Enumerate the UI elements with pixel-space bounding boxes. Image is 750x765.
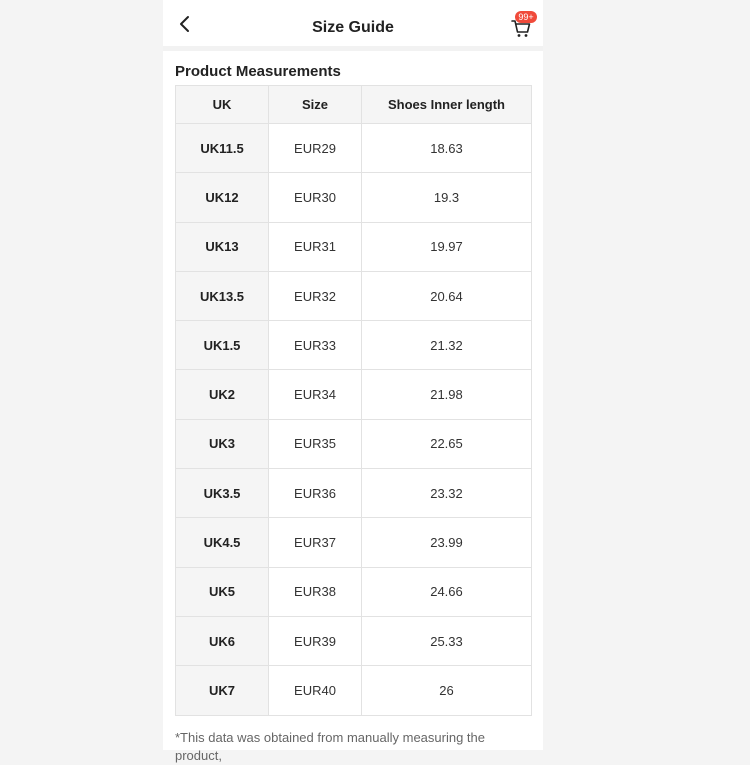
page-title: Size Guide [312,19,394,36]
uk-size-cell: UK3.5 [176,469,269,518]
eur-size-cell: EUR31 [269,222,362,271]
table-row [176,222,532,271]
size-guide-content [163,51,543,763]
uk-size-cell: UK13 [176,222,269,271]
column-header-size: Size [269,86,362,124]
table-row [176,567,532,616]
cart-count-badge: 99+ [515,11,537,23]
table-row [176,321,532,370]
inner-length-cell: 22.65 [362,419,532,468]
inner-length-cell: 26 [362,666,532,715]
inner-length-cell: 21.98 [362,370,532,419]
inner-length-cell: 18.63 [362,124,532,173]
eur-size-cell: EUR36 [269,469,362,518]
inner-length-cell: 20.64 [362,271,532,320]
measurements-table [175,85,532,716]
uk-size-cell: UK1.5 [176,321,269,370]
column-header-inner-length: Shoes Inner length [362,86,532,124]
uk-size-cell: UK4.5 [176,518,269,567]
table-row [176,518,532,567]
uk-size-cell: UK12 [176,173,269,222]
uk-size-cell: UK11.5 [176,124,269,173]
inner-length-cell: 19.3 [362,173,532,222]
table-row [176,469,532,518]
table-row [176,173,532,222]
table-row [176,124,532,173]
eur-size-cell: EUR37 [269,518,362,567]
section-title: Product Measurements [175,63,341,80]
table-row [176,419,532,468]
uk-size-cell: UK2 [176,370,269,419]
inner-length-cell: 24.66 [362,567,532,616]
eur-size-cell: EUR30 [269,173,362,222]
inner-length-cell: 21.32 [362,321,532,370]
measurement-footnote: *This data was obtained from manually measuring the product, [175,730,485,763]
uk-size-cell: UK5 [176,567,269,616]
eur-size-cell: EUR38 [269,567,362,616]
eur-size-cell: EUR29 [269,124,362,173]
uk-size-cell: UK3 [176,419,269,468]
top-bar [163,0,543,46]
uk-size-cell: UK6 [176,616,269,665]
inner-length-cell: 19.97 [362,222,532,271]
inner-length-cell: 23.99 [362,518,532,567]
table-header-row [176,86,532,124]
inner-length-cell: 25.33 [362,616,532,665]
eur-size-cell: EUR33 [269,321,362,370]
table-row [176,666,532,715]
eur-size-cell: EUR35 [269,419,362,468]
uk-size-cell: UK7 [176,666,269,715]
eur-size-cell: EUR32 [269,271,362,320]
column-header-uk: UK [176,86,269,124]
table-row [176,370,532,419]
uk-size-cell: UK13.5 [176,271,269,320]
table-row [176,271,532,320]
inner-length-cell: 23.32 [362,469,532,518]
eur-size-cell: EUR39 [269,616,362,665]
eur-size-cell: EUR40 [269,666,362,715]
phone-screen [163,0,543,763]
eur-size-cell: EUR34 [269,370,362,419]
table-row [176,616,532,665]
